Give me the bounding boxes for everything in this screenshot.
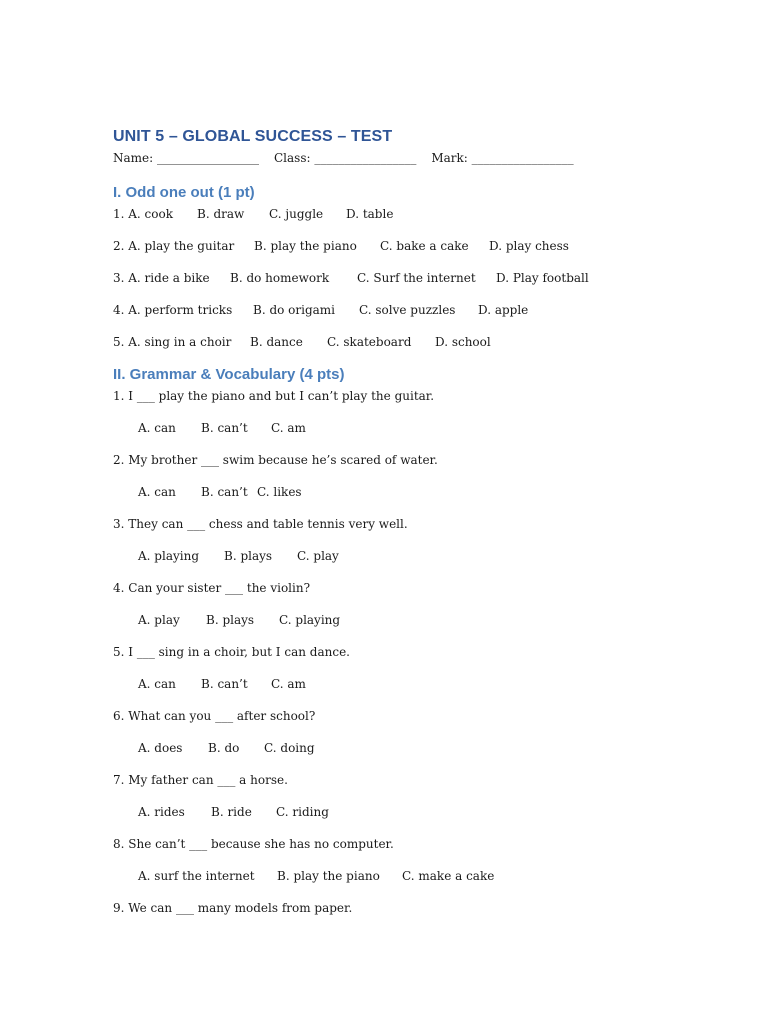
answer-choices	[113, 802, 713, 834]
choice-text: B. plays	[224, 549, 273, 563]
class-field: Class: _________________	[274, 151, 417, 165]
choice-text: C. make a cake	[402, 869, 495, 883]
option-text: B. do origami	[253, 303, 336, 317]
question-text: 6. What can you ___ after school?	[113, 709, 316, 723]
choice-text: B. can’t	[201, 485, 248, 499]
option-text: C. skateboard	[327, 335, 412, 349]
answer-choices	[113, 610, 713, 642]
choice-text: C. riding	[276, 805, 329, 819]
question-text: 2. My brother ___ swim because he’s scared of water.	[113, 453, 438, 467]
option-text: D. table	[346, 207, 394, 221]
option-text: 3. A. ride a bike	[113, 271, 210, 285]
choice-text: C. am	[271, 677, 306, 691]
option-text: B. draw	[197, 207, 245, 221]
student-info-line	[113, 148, 713, 168]
option-text: B. do homework	[230, 271, 330, 285]
option-text: D. apple	[478, 303, 529, 317]
answer-choices	[113, 546, 713, 578]
answer-choices	[113, 418, 713, 450]
option-text: 5. A. sing in a choir	[113, 335, 232, 349]
choice-text: A. play	[138, 613, 180, 627]
section-grammar-title: II. Grammar & Vocabulary (4 pts)	[113, 366, 345, 383]
option-text: D. Play football	[496, 271, 589, 285]
choice-text: C. play	[297, 549, 339, 563]
grammar-list	[113, 386, 713, 930]
option-text: C. solve puzzles	[359, 303, 456, 317]
odd-one-out-list	[113, 204, 713, 364]
option-text: C. Surf the internet	[357, 271, 476, 285]
option-text: C. bake a cake	[380, 239, 469, 253]
option-text: C. juggle	[269, 207, 324, 221]
choice-text: B. can’t	[201, 421, 248, 435]
option-text: B. dance	[250, 335, 303, 349]
choice-text: A. can	[138, 485, 176, 499]
choice-text: A. playing	[138, 549, 199, 563]
question-text: 8. She can’t ___ because she has no computer.	[113, 837, 394, 851]
answer-choices	[113, 482, 713, 514]
question-text: 3. They can ___ chess and table tennis very well.	[113, 517, 408, 531]
option-text: B. play the piano	[254, 239, 357, 253]
option-text: 4. A. perform tricks	[113, 303, 233, 317]
odd-one-out-row	[113, 236, 713, 268]
choice-text: B. do	[208, 741, 240, 755]
question-text: 4. Can your sister ___ the violin?	[113, 581, 311, 595]
option-text: D. play chess	[489, 239, 569, 253]
choice-text: C. am	[271, 421, 306, 435]
choice-text: B. plays	[206, 613, 255, 627]
choice-text: B. can’t	[201, 677, 248, 691]
section-odd-one-out-title: I. Odd one out (1 pt)	[113, 184, 255, 201]
question-text: 5. I ___ sing in a choir, but I can dance.	[113, 645, 350, 659]
choice-text: C. likes	[257, 485, 302, 499]
name-field: Name: _________________	[113, 151, 259, 165]
option-text: 2. A. play the guitar	[113, 239, 235, 253]
answer-choices	[113, 866, 713, 898]
answer-choices	[113, 674, 713, 706]
choice-text: C. playing	[279, 613, 341, 627]
choice-text: B. ride	[211, 805, 252, 819]
choice-text: A. surf the internet	[138, 869, 255, 883]
option-text: D. school	[435, 335, 491, 349]
answer-choices	[113, 738, 713, 770]
choice-text: C. doing	[264, 741, 315, 755]
question-text: 1. I ___ play the piano and but I can’t play the guitar.	[113, 389, 435, 403]
odd-one-out-row	[113, 332, 713, 364]
question-text: 7. My father can ___ a horse.	[113, 773, 288, 787]
odd-one-out-row	[113, 300, 713, 332]
choice-text: A. can	[138, 421, 176, 435]
option-text: 1. A. cook	[113, 207, 173, 221]
mark-field: Mark: _________________	[431, 151, 574, 165]
choice-text: A. can	[138, 677, 176, 691]
choice-text: A. rides	[138, 805, 185, 819]
test-page	[113, 126, 713, 930]
question-text: 9. We can ___ many models from paper.	[113, 901, 353, 915]
odd-one-out-row	[113, 204, 713, 236]
choice-text: B. play the piano	[277, 869, 380, 883]
page-title: UNIT 5 – GLOBAL SUCCESS – TEST	[113, 128, 393, 145]
choice-text: A. does	[138, 741, 183, 755]
odd-one-out-row	[113, 268, 713, 300]
